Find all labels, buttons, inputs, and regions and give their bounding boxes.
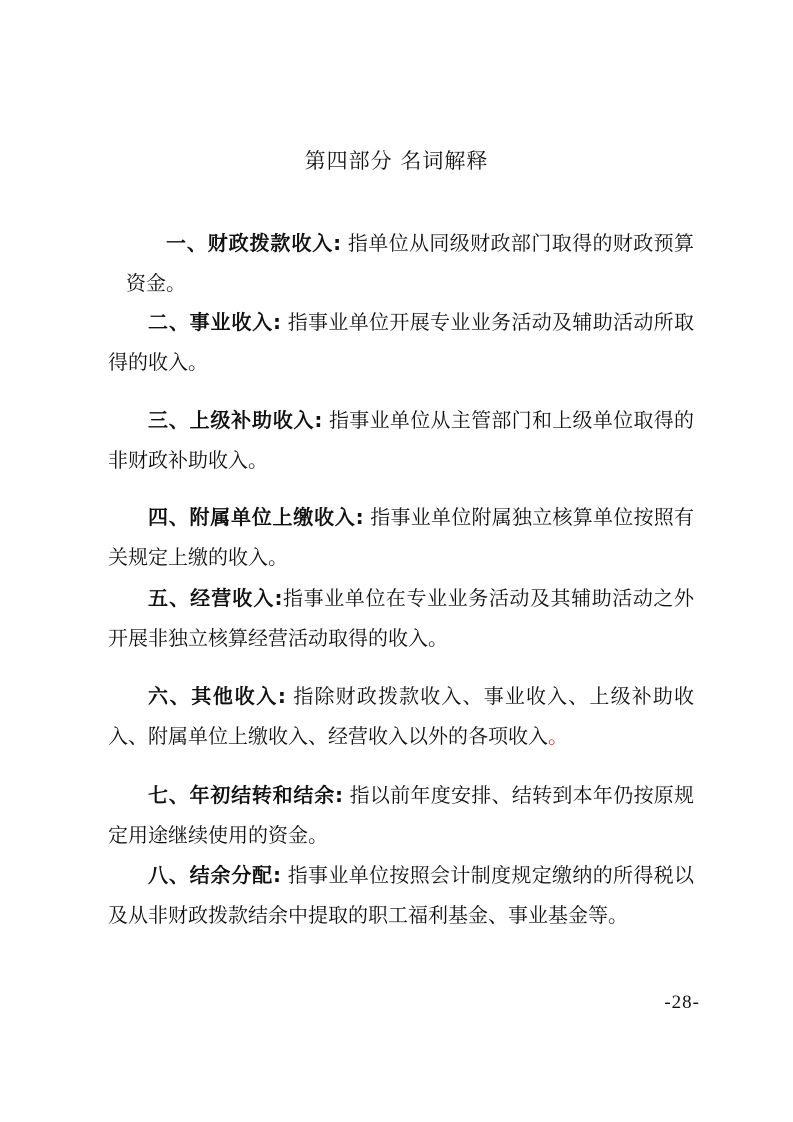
definition-text: 指事业单位从主管部门和上级单位取得的非财政补助收入。 (108, 408, 695, 472)
definition-text: 指单位从同级财政部门取得的财政预算资金。 (126, 231, 695, 295)
definition-term: 四、附属单位上缴收入 (148, 505, 356, 529)
definition-item (108, 775, 694, 855)
term-colon: : (273, 310, 281, 334)
term-colon: : (355, 505, 364, 529)
definition-item (108, 676, 694, 756)
definition-text: 指事业单位按照会计制度规定缴纳的所得税以及从非财政拨款结余中提取的职工福利基金、事业基金等。 (108, 863, 695, 927)
definition-term: 一、财政拨款收入 (166, 231, 334, 255)
definition-term: 三、上级补助收入 (148, 408, 315, 432)
term-colon: : (314, 408, 323, 432)
definition-item (108, 497, 694, 577)
definition-item (108, 223, 694, 303)
definition-text: 指事业单位开展专业业务活动及辅助活动所取得的收入。 (108, 310, 695, 374)
definition-term: 六、其他收入 (148, 684, 278, 708)
definition-term: 二、事业收入 (148, 310, 273, 334)
definition-item (108, 400, 694, 480)
page-title: 第四部分 名词解释 (304, 149, 489, 173)
definition-item (108, 855, 694, 935)
definition-item (108, 578, 694, 658)
definition-text: 指除财政拨款收入、事业收入、上级补助收入、附属单位上缴收入、经营收入以外的各项收入 (108, 684, 695, 748)
page-number: -28- (664, 992, 700, 1013)
term-colon: : (333, 231, 342, 255)
term-colon: : (334, 783, 343, 807)
definition-item (108, 302, 694, 382)
definition-term: 七、年初结转和结余 (148, 783, 335, 807)
definition-text: 指事业单位附属独立核算单位按照有关规定上缴的收入。 (108, 505, 695, 569)
term-colon: : (273, 863, 281, 887)
definition-term: 八、结余分配 (148, 863, 273, 887)
term-colon: : (277, 684, 286, 708)
term-colon: : (274, 586, 283, 610)
definition-text: 指事业单位在专业业务活动及其辅助活动之外开展非独立核算经营活动取得的收入。 (108, 586, 695, 650)
definition-term: 五、经营收入 (148, 586, 275, 610)
red-end-mark: 。 (548, 724, 568, 748)
definition-text: 指以前年度安排、结转到本年仍按原规定用途继续使用的资金。 (108, 783, 695, 847)
